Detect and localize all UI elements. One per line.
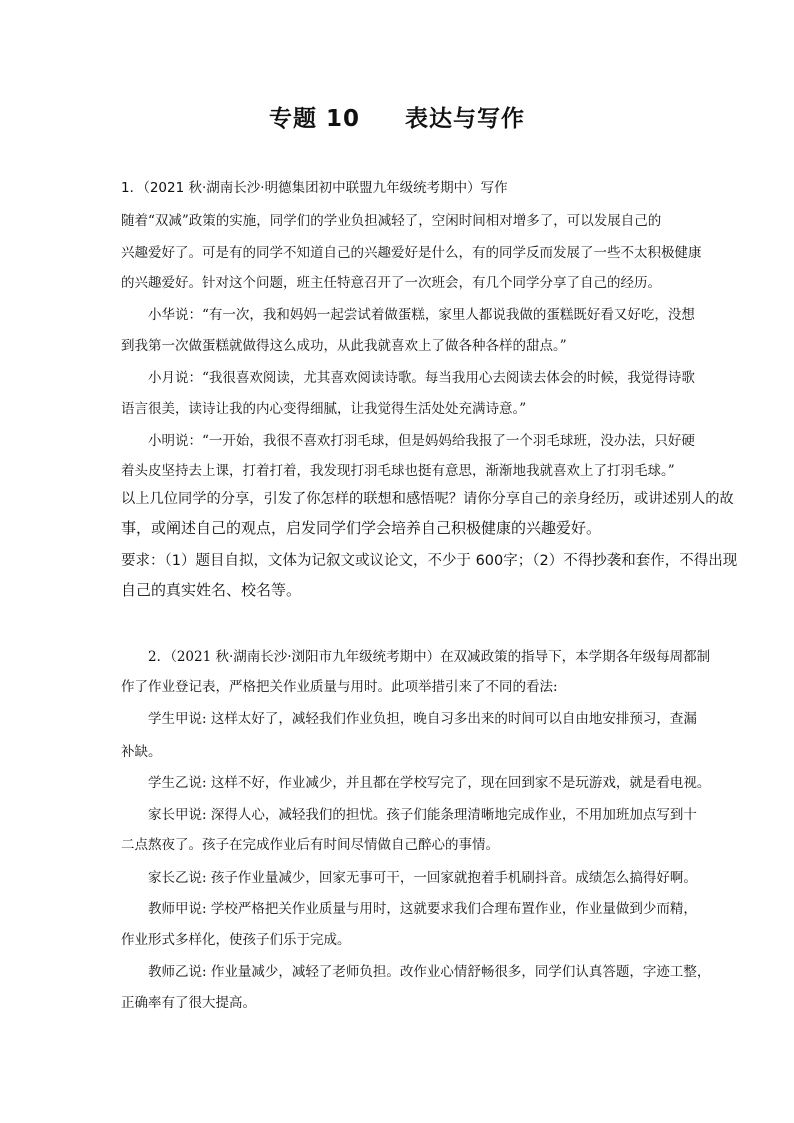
q1-line: 的兴趣爱好。针对这个问题，班主任特意召开了一次班会，有几个同学分享了自己的经历。 — [121, 275, 661, 291]
q1-line: 小华说：“有一次，我和妈妈一起尝试着做蛋糕，家里人都说我做的蛋糕既好看又好吃，没想 — [148, 307, 695, 323]
q1-line: 到我第一次做蛋糕就做得这么成功，从此我就喜欢上了做各种各样的甜点。” — [121, 338, 567, 354]
q2-line: 教师乙说: 作业量减少，减轻了老师负担。改作业心情舒畅很多，同学们认真答题，字迹工整， — [148, 964, 711, 980]
q2-line: 教师甲说: 学校严格把关作业质量与用时，这就要求我们合理布置作业，作业量做到少而精， — [148, 901, 697, 917]
q1-requirement-line: 要求：（1）题目自拟，文体为记叙文或议论文，不少于 600字；（2）不得抄袭和套作，不得出现 — [121, 553, 738, 569]
q1-heading: 1．（2021 秋·湖南长沙·明德集团初中联盟九年级统考期中）写作 — [121, 180, 508, 196]
q2-line: 作了作业登记表，严格把关作业质量与用时。此项举措引来了不同的看法: — [121, 679, 558, 695]
q2-line: 学生乙说: 这样不好，作业减少，并且都在学校写完了，现在回到家不是玩游戏，就是看电视。 — [148, 775, 711, 791]
q2-line: 二点熬夜了。孩子在完成作业后有时间尽情做自己醉心的事情。 — [121, 837, 499, 853]
q2-line: 学生甲说: 这样太好了，减轻我们作业负担，晚自习多出来的时间可以自由地安排预习，查漏 — [148, 711, 697, 727]
q2-line: 补缺。 — [121, 744, 162, 760]
q2-line: 家长甲说: 深得人心，减轻我们的担忧。孩子们能条理清晰地完成作业，不用加班加点写到十 — [148, 807, 697, 823]
q1-prompt-line: 事，或阐述自己的观点，启发同学们学会培养自己积极健康的兴趣爱好。 — [121, 519, 602, 537]
q1-line: 兴趣爱好了。可是有的同学不知道自己的兴趣爱好是什么，有的同学反而发展了一些不太积极健康 — [121, 245, 702, 261]
q2-line: 作业形式多样化，使孩子们乐于完成。 — [121, 932, 351, 948]
q1-requirement-line: 自己的真实姓名、校名等。 — [121, 581, 302, 599]
q1-line: 小月说：“我很喜欢阅读，尤其喜欢阅读诗歌。每当我用心去阅读去体会的时候，我觉得诗歌 — [148, 370, 695, 386]
q1-prompt-line: 以上几位同学的分享，引发了你怎样的联想和感悟呢？请你分享自己的亲身经历，或讲述别人的故 — [121, 491, 734, 507]
q2-line: 家长乙说: 孩子作业量减少，回家无事可干，一回家就抱着手机刷抖音。成绩怎么搞得好啊。 — [148, 870, 697, 886]
q1-line: 随着“双减”政策的实施，同学们的学业负担减轻了，空闲时间相对增多了，可以发展自己的 — [121, 213, 662, 229]
q2-line: 正确率有了很大提高。 — [121, 995, 256, 1011]
page-title: 专题 10 表达与写作 — [268, 106, 526, 132]
q2-heading: 2．（2021 秋·湖南长沙·浏阳市九年级统考期中）在双减政策的指导下，本学期各年级每周都制 — [148, 649, 711, 665]
q1-line: 语言很美，读诗让我的内心变得细腻，让我觉得生活处处充满诗意。” — [121, 401, 527, 417]
q1-line: 小明说：“一开始，我很不喜欢打羽毛球，但是妈妈给我报了一个羽毛球班，没办法，只好硬 — [148, 433, 695, 449]
q1-line: 着头皮坚持去上课，打着打着，我发现打羽毛球也挺有意思，渐渐地我就喜欢上了打羽毛球。” — [121, 463, 675, 479]
